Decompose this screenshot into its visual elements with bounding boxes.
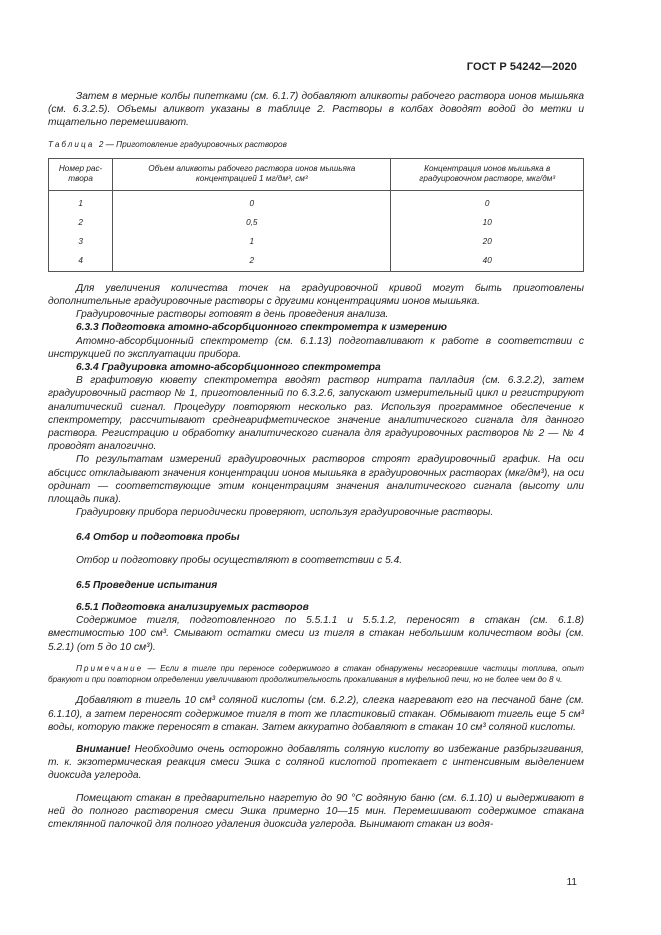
- page-number: 11: [566, 877, 577, 888]
- calibration-table: [48, 158, 584, 272]
- page-body: [48, 90, 584, 831]
- heading-6-4: 6.4 Отбор и подготовка пробы: [76, 532, 240, 544]
- paragraph-additional-solutions: Для увеличения количества точек на градуировочной кривой могут быть приготовлены дополнительные градуировочные растворы с другими концентрациями ионов мышьяка.: [48, 282, 584, 308]
- table-cell: 3: [49, 233, 113, 252]
- note: [48, 663, 584, 685]
- table-cell: 0: [113, 190, 391, 214]
- table-cell: 4: [49, 252, 113, 272]
- table-cell: 2: [49, 214, 113, 233]
- note-text: — Если в тигле при переносе содержимого в стакан обнаружены несгоревшие частицы топлива, опыт бракуют и при повторном определении увеличивают продолжительность прокаливания в муфельной печи, но не более чем до 8 ч.: [48, 663, 584, 685]
- paragraph-crucible-transfer: Содержимое тигля, подготовленного по 5.5.1.1 и 5.5.1.2, переносят в стакан (см. 6.1.8) вместимостью 100 см³. Смывают остатки смеси из тигля в стакан небольшим количеством воды (см. 5.2.1) (от 5 до 10 см³).: [48, 615, 584, 653]
- table-cell: 1: [113, 233, 391, 252]
- paragraph-spectrometer-prep: Атомно-абсорбционный спектрометр (см. 6.1.13) подготавливают к работе в соответствии с инструкцией по эксплуатации прибора.: [48, 335, 584, 360]
- table-row: [49, 190, 584, 214]
- table-header-row: [49, 158, 584, 190]
- table-cell: 0: [391, 190, 584, 214]
- heading-6-5: 6.5 Проведение испытания: [76, 579, 218, 591]
- paragraph-aliquots: Затем в мерные колбы пипетками (см. 6.1.7) добавляют аликвоты рабочего раствора ионов мышьяка (см. 6.3.2.5). Объемы аликвот указаны в таблице 2. Растворы в колбах доводят водой до метки и тщательно перемешивают.: [48, 91, 584, 129]
- table-caption-text: — Приготовление градуировочных растворов: [105, 139, 287, 149]
- document-header: ГОСТ Р 54242—2020: [466, 61, 577, 73]
- table-cell: 40: [391, 252, 584, 272]
- paragraph-calibration-graph: По результатам измерений градуировочных растворов строят градуировочный график. На оси абсцисс откладывают значения концентрации ионов мышьяка в градуировочных растворах (мкг/дм³), на оси ординат — соответствующие этим концентрациям значения аналитического сигнала (высоту или площадь пика).: [48, 454, 584, 506]
- paragraph-water-bath: Помещают стакан в предварительно нагретую до 90 °С водяную баню (см. 6.1.10) и выдерживают в ней до полного растворения смеси Эшка примерно 10—15 мин. Перемешивают содержимое стакана стеклянной палочкой для полного удаления диоксида углерода. Вынимают стакан из водя-: [48, 792, 584, 830]
- warning-label: Внимание!: [76, 743, 131, 755]
- col-header-concentration: Концентрация ионов мышьяка в градуировочном растворе, мкг/дм³: [391, 158, 584, 190]
- table-caption-number: 2: [98, 139, 104, 149]
- table-cell: 1: [49, 190, 113, 214]
- table-row: [49, 252, 584, 272]
- table-cell: 0,5: [113, 214, 391, 233]
- table-cell: 10: [391, 214, 584, 233]
- table-row: [49, 214, 584, 233]
- heading-6-3-4: 6.3.4 Градуировка атомно-абсорбционного спектрометра: [76, 362, 381, 374]
- paragraph-sampling: Отбор и подготовку пробы осуществляют в соответствии с 5.4.: [76, 554, 403, 566]
- paragraph-calibration-check: Градуировку прибора периодически проверяют, используя градуировочные растворы.: [76, 507, 494, 519]
- table-cell: 20: [391, 233, 584, 252]
- table-caption: [48, 138, 584, 151]
- paragraph-same-day: Градуировочные растворы готовят в день проведения анализа.: [76, 309, 389, 321]
- table-row: [49, 233, 584, 252]
- heading-6-5-1: 6.5.1 Подготовка анализируемых растворов: [76, 602, 309, 614]
- table-cell: 2: [113, 252, 391, 272]
- table-caption-prefix: Таблица: [48, 139, 95, 149]
- col-header-solution-number: Номер рас-твора: [49, 158, 113, 190]
- note-label: Примечание: [76, 663, 144, 673]
- heading-6-3-3: 6.3.3 Подготовка атомно-абсорбционного спектрометра к измерению: [76, 322, 447, 334]
- warning: [48, 743, 584, 783]
- col-header-aliquot-volume: Объем аликвоты рабочего раствора ионов мышьяка концентрацией 1 мг/дм³, см³: [113, 158, 391, 190]
- paragraph-calibration-procedure: В графитовую кювету спектрометра вводят раствор нитрата палладия (см. 6.3.2.2), затем градуировочный раствор № 1, приготовленный по 6.3.2.6, запускают измерительный цикл и регистрируют аналитический сигнал. Процедуру повторяют несколько раз. Используя программное обеспечение к спектрометру, рассчитывают среднеарифметическое значение аналитического сигнала для данного раствора. Регистрацию и обработку аналитического сигнала для градуировочных растворов № 2 — № 4 проводят аналогично.: [48, 375, 584, 453]
- paragraph-hydrochloric-acid: Добавляют в тигель 10 см³ соляной кислоты (см. 6.2.2), слегка нагревают его на песчаной бане (см. 6.1.10), а затем переносят содержимое тигля в тот же пластиковый стакан. Обмывают тигель еще 5 см³ воды, которую также переносят в стакан. Затем аккуратно добавляют в стакан 10 см³ соляной кислоты.: [48, 695, 584, 733]
- warning-text: Необходимо очень осторожно добавлять соляную кислоту во избежание разбрызгивания, т. к. экзотермическая реакция смеси Эшка с соляной кислотой протекает с интенсивным выделением диоксида углерода.: [48, 743, 584, 782]
